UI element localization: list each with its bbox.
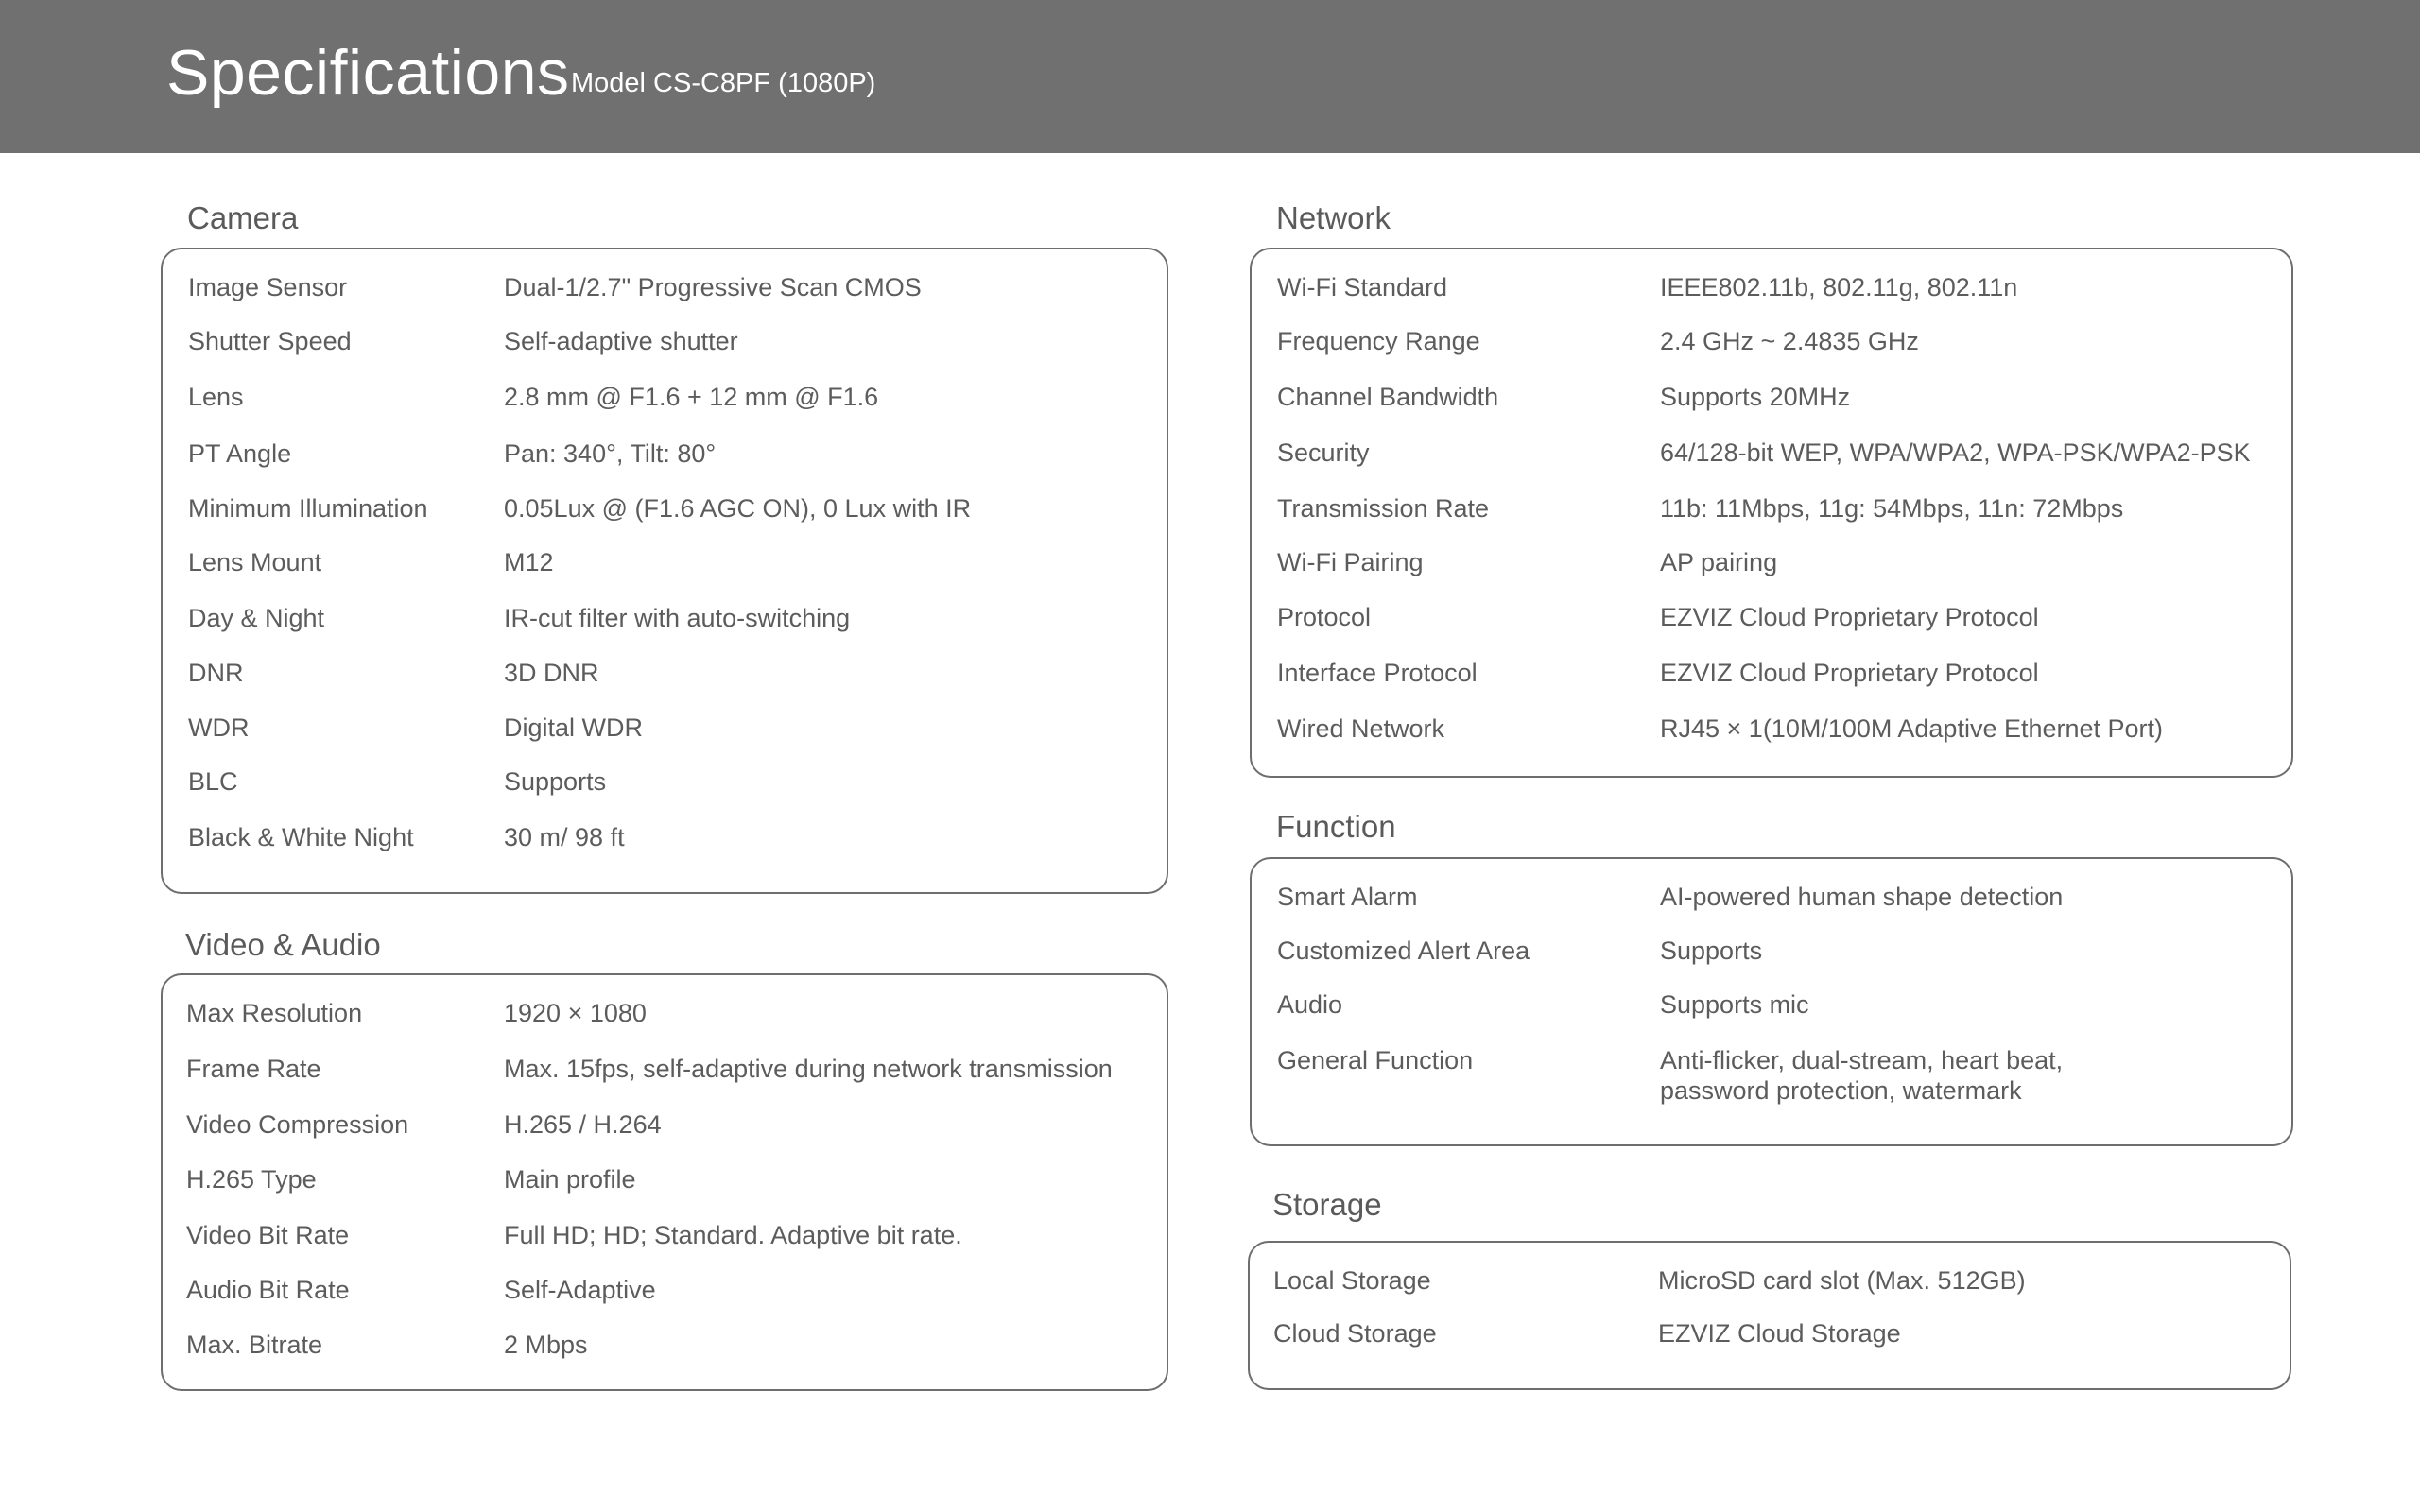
spec-label: Channel Bandwidth (1277, 383, 1499, 411)
spec-value: 2.8 mm @ F1.6 + 12 mm @ F1.6 (504, 383, 879, 411)
spec-label: Cloud Storage (1273, 1319, 1437, 1348)
spec-label: Lens Mount (188, 548, 322, 576)
spec-value: Supports (504, 767, 607, 796)
page-title: Specifications (166, 37, 570, 109)
spec-label: Wi-Fi Standard (1277, 273, 1448, 301)
spec-value: Supports 20MHz (1660, 383, 1851, 411)
spec-label: Wired Network (1277, 714, 1445, 743)
spec-label: Frequency Range (1277, 327, 1480, 355)
spec-box-video-audio (161, 973, 1168, 1391)
spec-value: EZVIZ Cloud Storage (1658, 1319, 1901, 1348)
spec-value: MicroSD card slot (Max. 512GB) (1658, 1266, 2026, 1295)
spec-label: Lens (188, 383, 244, 411)
spec-label: Minimum Illumination (188, 494, 428, 523)
spec-label: Max. Bitrate (186, 1331, 323, 1359)
spec-value: 11b: 11Mbps, 11g: 54Mbps, 11n: 72Mbps (1660, 494, 2124, 523)
spec-label: H.265 Type (186, 1165, 317, 1194)
spec-label: Interface Protocol (1277, 659, 1478, 687)
section-title-network: Network (1276, 200, 1392, 235)
spec-label: BLC (188, 767, 238, 796)
spec-label: Local Storage (1273, 1266, 1431, 1295)
spec-value: IEEE802.11b, 802.11g, 802.11n (1660, 273, 2018, 301)
spec-box-function (1250, 857, 2293, 1146)
spec-value: Main profile (504, 1165, 636, 1194)
spec-label: Frame Rate (186, 1055, 321, 1083)
spec-label: Black & White Night (188, 823, 414, 851)
spec-value: Digital WDR (504, 713, 644, 742)
spec-value: RJ45 × 1(10M/100M Adaptive Ethernet Port) (1660, 714, 2164, 743)
spec-label: Image Sensor (188, 273, 348, 301)
spec-box-storage (1248, 1241, 2291, 1390)
spec-label: Audio Bit Rate (186, 1276, 350, 1304)
spec-value: AP pairing (1660, 548, 1778, 576)
spec-value: Self-adaptive shutter (504, 327, 738, 355)
section-title-camera: Camera (187, 200, 299, 235)
spec-value: 30 m/ 98 ft (504, 823, 625, 851)
spec-value: Dual-1/2.7" Progressive Scan CMOS (504, 273, 922, 301)
spec-box-camera (161, 248, 1168, 894)
spec-value: AI-powered human shape detection (1660, 883, 2064, 911)
section-title-function: Function (1276, 809, 1396, 844)
spec-label: Transmission Rate (1277, 494, 1490, 523)
spec-value: Self-Adaptive (504, 1276, 656, 1304)
spec-label: Smart Alarm (1277, 883, 1418, 911)
spec-label: WDR (188, 713, 250, 742)
spec-label: Max Resolution (186, 999, 363, 1027)
spec-label: DNR (188, 659, 244, 687)
spec-label: Protocol (1277, 603, 1372, 631)
spec-value: EZVIZ Cloud Proprietary Protocol (1660, 603, 2039, 631)
spec-label: Security (1277, 438, 1370, 467)
spec-value: 3D DNR (504, 659, 599, 687)
spec-value: Max. 15fps, self-adaptive during network transmission (504, 1055, 1113, 1083)
spec-label: Video Bit Rate (186, 1221, 350, 1249)
spec-value: 0.05Lux @ (F1.6 AGC ON), 0 Lux with IR (504, 494, 972, 523)
spec-label: Wi-Fi Pairing (1277, 548, 1424, 576)
spec-box-network (1250, 248, 2293, 778)
spec-label: Customized Alert Area (1277, 936, 1530, 965)
spec-value: Full HD; HD; Standard. Adaptive bit rate. (504, 1221, 962, 1249)
spec-value: Anti-flicker, dual-stream, heart beat, password protection, watermark (1660, 1046, 2064, 1105)
section-title-storage: Storage (1272, 1187, 1382, 1222)
spec-value: Supports (1660, 936, 1763, 965)
spec-label: Audio (1277, 990, 1343, 1019)
spec-value: 1920 × 1080 (504, 999, 647, 1027)
spec-value: H.265 / H.264 (504, 1110, 662, 1139)
spec-label: Video Compression (186, 1110, 409, 1139)
spec-value: 2 Mbps (504, 1331, 588, 1359)
spec-value: Supports mic (1660, 990, 1809, 1019)
spec-label: General Function (1277, 1046, 1474, 1074)
spec-value: EZVIZ Cloud Proprietary Protocol (1660, 659, 2039, 687)
spec-label: Day & Night (188, 604, 325, 632)
spec-label: Shutter Speed (188, 327, 352, 355)
section-title-video-audio: Video & Audio (185, 927, 381, 962)
spec-value: 2.4 GHz ~ 2.4835 GHz (1660, 327, 1919, 355)
model-subtitle: Model CS-C8PF (1080P) (571, 68, 876, 98)
spec-value: 64/128-bit WEP, WPA/WPA2, WPA-PSK/WPA2-PSK (1660, 438, 2251, 467)
spec-value: IR-cut filter with auto-switching (504, 604, 851, 632)
page-header (0, 0, 2420, 153)
spec-value: M12 (504, 548, 554, 576)
spec-value: Pan: 340°, Tilt: 80° (504, 439, 717, 468)
spec-label: PT Angle (188, 439, 292, 468)
